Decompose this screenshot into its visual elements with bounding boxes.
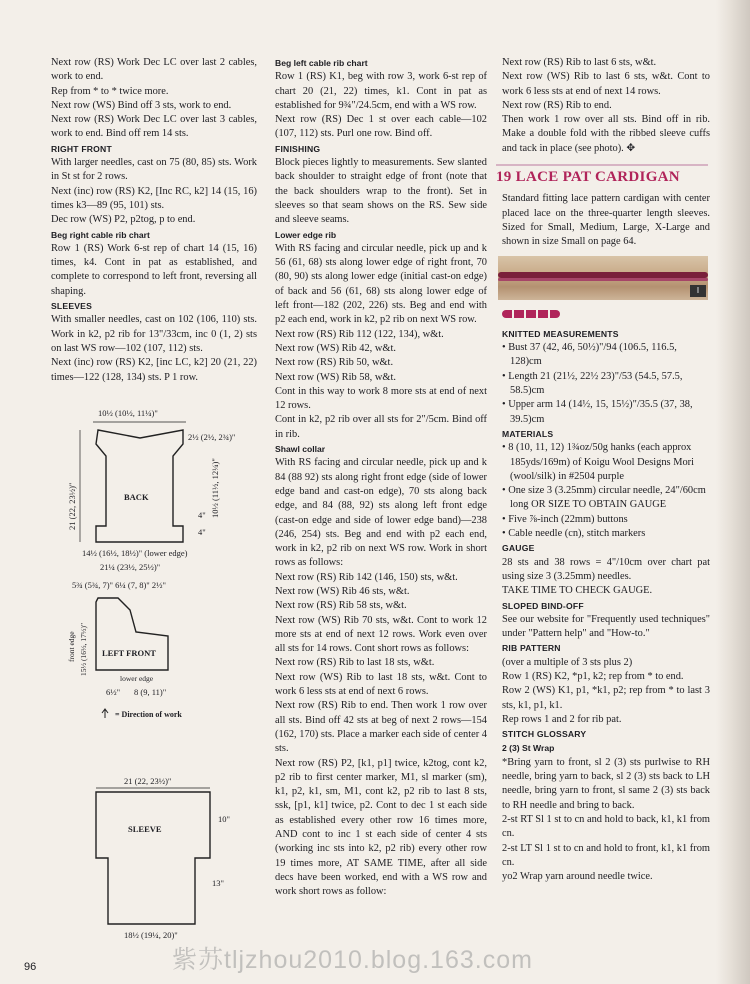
column-right — [496, 56, 710, 884]
paragraph: Row 1 (RS) K1, beg with row 3, work 6-st rep of chart 20 (21, 22) times, k1. Cont in pat as established for 9¾"/24.5cm, end with a WS row. — [275, 71, 487, 111]
paragraph: Cont in k2, p2 rib over all sts for 2"/5cm. Bind off in rib. — [275, 414, 487, 440]
front-bottom-1: 6½" — [106, 687, 121, 697]
paragraph: Next row (RS) Work Dec LC over last 2 cables, work to end. — [51, 57, 257, 83]
back-side-length: 21 (22, 23½)" — [67, 482, 77, 530]
back-schematic — [67, 408, 235, 572]
paragraph: 28 sts and 38 rows = 4"/10cm over chart pat using size 3 (3.25mm) needles. — [502, 556, 710, 582]
pattern-intro: Standard fitting lace pattern cardigan with center placed lace on the three-quarter length sleeves. Sized for Small, Medium, Large, X-Large and shown in size Small on page 64. — [502, 193, 710, 248]
paragraph: *Bring yarn to front, sl 2 (3) sts purlwise to RH needle, bring yarn to back, sl 2 (3) sts back to LH needle, bring yarn to front, sl same 2 (3) sts back to RH needle and bring to back. — [502, 756, 710, 811]
sub-heading: Beg right cable rib chart — [51, 229, 150, 240]
paragraph: Next row (WS) Rib 70 sts, w&t. Cont to work 12 more sts at end of next 12 rows. Work even over all sts for 14 rows. Cont short rows as follows: — [275, 614, 487, 655]
photo-badge: I — [690, 285, 706, 297]
sleeve-cap-height: 10" — [218, 814, 230, 824]
sleeve-cuff-width: 18½ (19¼, 20)" — [124, 930, 178, 940]
front-edge-label: front edge — [67, 631, 76, 662]
paragraph: Next row (RS) Rib 142 (146, 150) sts, w&t. — [275, 571, 458, 583]
paragraph: Next row (WS) Rib 58, w&t. — [275, 371, 396, 383]
section-heading: KNITTED MEASUREMENTS — [502, 328, 619, 339]
paragraph: Next row (WS) Rib to last 6 sts, w&t. Cont to work 6 less sts at end of next 14 rows. — [502, 71, 710, 97]
left-front-schematic — [67, 580, 182, 719]
paragraph: Dec row (WS) P2, p2tog, p to end. — [51, 214, 196, 226]
pattern-title: 19 LACE PAT CARDIGAN — [496, 169, 680, 186]
paragraph: Row 1 (RS) K2, *p1, k2; rep from * to end. — [502, 670, 684, 682]
paragraph: Rep from * to * twice more. — [51, 85, 169, 97]
section-heading: FINISHING — [275, 143, 321, 154]
section-heading: STITCH GLOSSARY — [502, 729, 587, 740]
paragraph: Next row (WS) Rib 46 sts, w&t. — [275, 585, 410, 597]
back-rib-1: 4" — [198, 510, 206, 520]
sub-heading: Lower edge rib — [275, 229, 337, 240]
paragraph: See our website for "Frequently used techniques" under "Pattern help" and "How-to." — [502, 613, 710, 640]
sleeve-schematic — [96, 776, 230, 940]
list-item: • Cable needle (cn), stitch markers — [502, 528, 646, 540]
direction-legend: = Direction of work — [115, 710, 182, 719]
paragraph: Then work 1 row over all sts. Bind off in rib. Make a double fold with the ribbed sleeve cuffs and tack in place (see photo). ✥ — [502, 114, 710, 154]
list-item: • Upper arm 14 (14½, 15, 15½)"/35.5 (37, 38, 39.5)cm — [502, 399, 693, 425]
paragraph: (over a multiple of 3 sts plus 2) — [502, 656, 633, 668]
paragraph: TAKE TIME TO CHECK GAUGE. — [502, 585, 653, 597]
direction-arrow-icon — [102, 709, 108, 718]
paragraph: With RS facing and circular needle, pick up and k 84 (88 92) sts along right front edge (side of lower edge band and cast-on edge), 70 sts along back edge, and 84 (88, 92) sts along left front edge (cast-on edge and side of lower edge band)—238 (246, 254) sts. Beg and end with p2 each end, work in k2, p2 rib on next WS row. Work in short rows as follows: — [275, 457, 487, 569]
sleeve-length: 13" — [212, 878, 224, 888]
list-item: • Length 21 (21½, 22½ 23)"/53 (54.5, 57.5, 58.5)cm — [502, 370, 683, 397]
front-top-dimensions: 5¾ (5¾, 7)" 6¼ (7, 8)" 2½" — [72, 580, 166, 590]
sleeve-label: SLEEVE — [128, 824, 162, 834]
paragraph: Next row (RS) Work Dec LC over last 3 cables, work to end. Bind off rem 14 sts. — [51, 114, 257, 140]
paragraph: Rep rows 1 and 2 for rib pat. — [502, 713, 622, 725]
section-heading: GAUGE — [502, 543, 535, 554]
yarn-photo — [498, 256, 708, 300]
list-item: • 8 (10, 11, 12) 1¾oz/50g hanks (each approx 185yds/169m) of Koigu Wool Designs Mori (wool/silk) in #2504 purple — [502, 442, 694, 482]
list-item: • Bust 37 (42, 46, 50½)"/94 (106.5, 116.5, 128)cm — [502, 342, 677, 368]
section-heading: SLEEVES — [51, 301, 93, 312]
paragraph: yo2 Wrap yarn around needle twice. — [502, 871, 653, 883]
paragraph: Row 2 (WS) K1, p1, *k1, p2; rep from * to last 3 sts, k1, p1, k1. — [502, 685, 710, 711]
paragraph: 2-st RT Sl 1 st to cn and hold to back, k1, k1 from cn. — [502, 813, 710, 840]
schematic-diagrams — [40, 400, 270, 945]
paragraph: Next row (RS) Rib 50, w&t. — [275, 357, 394, 369]
list-item: • One size 3 (3.25mm) circular needle, 24"/60cm long OR SIZE TO OBTAIN GAUGE — [502, 485, 706, 511]
paragraph: Next row (RS) Rib 112 (122, 134), w&t. — [275, 328, 444, 340]
back-full-width: 21¼ (23½, 25½)" — [100, 562, 161, 572]
paragraph: 2-st LT Sl 1 st to cn and hold to front, k1, k1 from cn. — [502, 842, 710, 868]
front-label: LEFT FRONT — [102, 648, 156, 658]
paragraph: Next (inc) row (RS) K2, [inc LC, k2] 20 (21, 22) times—122 (128, 134) sts. P 1 row. — [51, 357, 257, 383]
section-heading: SLOPED BIND-OFF — [502, 600, 584, 611]
paragraph: Next row (RS) Rib to end. Then work 1 row over all sts. Bind off 42 sts at beg of next 2 rows—154 (162, 170) sts. Place a marker each side of center 4 sts. — [275, 700, 487, 755]
paragraph: Next row (WS) Rib to last 18 sts, w&t. Cont to work 6 less sts at end of next 6 rows. — [275, 671, 487, 698]
section-heading: RIGHT FRONT — [51, 143, 112, 154]
paragraph: Next row (RS) Rib to last 18 sts, w&t. — [275, 657, 435, 669]
paragraph: Block pieces lightly to measurements. Sew slanted back shoulder to straight edge of front (note that the back shoulders wrap to the front). Set in sleeves so that seam shows on the RS. Sew side and sleeve seams. — [275, 157, 487, 226]
paragraph: Row 1 (RS) Work 6-st rep of chart 14 (15, 16) times, k4. Cont in pat as established, and complete to correspond to left front, reversing all shaping. — [51, 242, 257, 297]
section-heading: RIB PATTERN — [502, 643, 561, 654]
back-armhole: 10½ (11½, 12¼)" — [210, 458, 220, 518]
paragraph: With smaller needles, cast on 102 (106, 110) sts. Work in k2, p2 rib for 13"/33cm, inc 0 (1, 2) sts on last WS row—102 (107, 112) sts. — [51, 314, 257, 354]
back-top-width: 10½ (10½, 11¼)" — [98, 408, 158, 418]
sleeve-top-width: 21 (22, 23½)" — [124, 776, 172, 786]
back-lower-edge: 14½ (16½, 18½)" (lower edge) — [82, 548, 188, 558]
page-number: 96 — [24, 961, 37, 973]
paragraph: Next row (WS) Bind off 3 sts, work to end. — [51, 99, 232, 111]
pattern-title-bar — [496, 164, 708, 186]
front-bottom-2: 8 (9, 11)" — [134, 687, 167, 697]
paragraph: Cont in this way to work 8 more sts at end of next 12 rows. — [275, 385, 487, 412]
page-gutter — [716, 0, 750, 984]
sub-heading: Shawl collar — [275, 444, 326, 455]
paragraph: Next row (RS) Rib to end. — [502, 99, 612, 111]
list-item: • Five ⅞-inch (22mm) buttons — [502, 513, 628, 525]
section-heading: MATERIALS — [502, 428, 554, 439]
sub-heading: Beg left cable rib chart — [275, 58, 368, 68]
front-length: 15½ (16½, 17½)" — [79, 622, 88, 676]
back-shoulder: 2½ (2½, 2¾)" — [188, 432, 236, 442]
paragraph: Next row (RS) Rib to last 6 sts, w&t. — [502, 57, 657, 68]
section-ornament-icon — [502, 310, 560, 318]
back-label: BACK — [124, 492, 149, 502]
paragraph: With RS facing and circular needle, pick up and k 56 (61, 68) sts along lower edge of right front, 70 (80, 90) sts along lower edge (initial cast-on edge) of back and 56 (61, 68) sts along lower edge of left front—182 (202, 226) sts. Beg and end with p2 each end, work in k2, p2 rib on next WS row. — [275, 242, 487, 326]
paragraph: Next row (RS) P2, [k1, p1] twice, k2tog, cont k2, p2 rib to first center marker, M1, sl marker (sm), k1, p2, k1, sm, M1, cont k2, p2 rib to last 8 sts, ssk, [p1, k1] twice, p2. Cont to dec 1 st each side as established every other row 16 times more, AND cont to inc 1 st each side of center 4 sts (working inc sts into k2, p2 rib) every other row 19 times more, AT SAME TIME, after all side decs have been worked, end with a WS row and work short rows as follow: — [275, 757, 487, 898]
back-rib-2: 4" — [198, 527, 206, 537]
paragraph: With larger needles, cast on 75 (80, 85) sts. Work in St st for 2 rows. — [51, 157, 257, 183]
watermark: 紫苏tljzhou2010.blog.163.com — [172, 946, 533, 974]
paragraph: Next (inc) row (RS) K2, [Inc RC, k2] 14 (15, 16) times k3—89 (95, 101) sts. — [51, 185, 257, 211]
column-middle — [275, 56, 487, 900]
sub-heading: 2 (3) St Wrap — [502, 743, 555, 754]
paragraph: Next row (RS) Rib 58 sts, w&t. — [275, 600, 407, 612]
front-lower-edge-label: lower edge — [120, 674, 154, 683]
column-left — [51, 56, 257, 385]
paragraph: Next row (WS) Rib 42, w&t. — [275, 342, 396, 354]
paragraph: Next row (RS) Dec 1 st over each cable—102 (107, 112) sts. Purl one row. Bind off. — [275, 114, 487, 140]
